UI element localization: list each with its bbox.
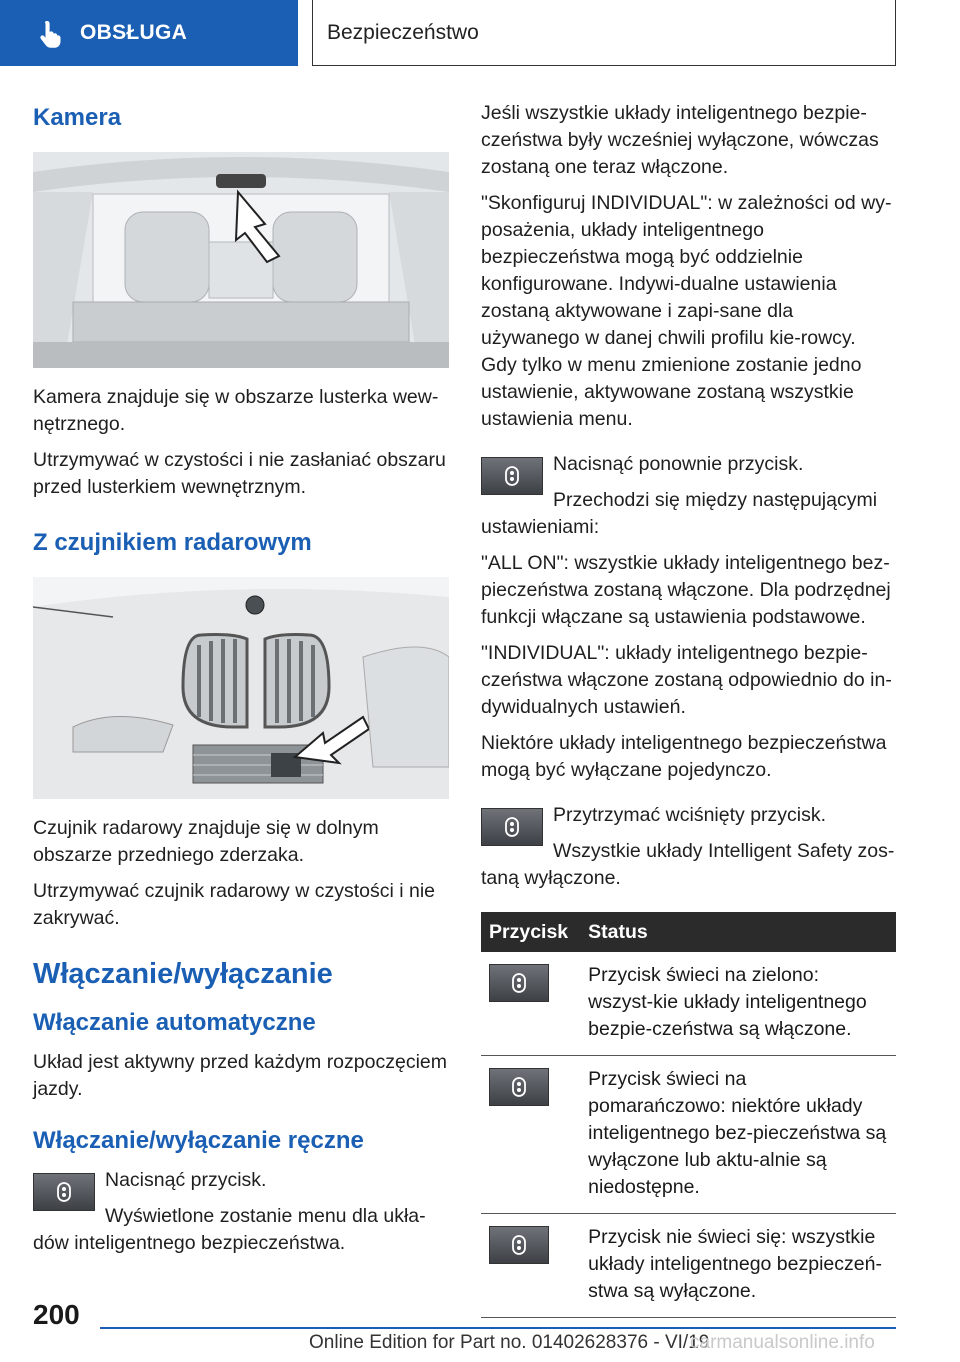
section-tab	[0, 0, 298, 66]
camera-paragraph-1: Kamera znajduje się w obszarze lusterka wew-nętrznego.	[33, 386, 439, 435]
auto-paragraph: Układ jest aktywny przed każdym rozpoczęciem jazdy.	[33, 1051, 447, 1100]
radar-heading: Z czujnikiem radarowym	[33, 529, 312, 556]
radar-paragraph-2: Utrzymywać czujnik radarowy w czystości i nie zakrywać.	[33, 880, 436, 929]
hand-pointer-icon	[36, 18, 66, 48]
table-header-row	[481, 912, 896, 952]
individual-text: "INDIVIDUAL": układy inteligentnego bezpie-czeństwa włączone zostaną odpowiednio do in-dywidualnych ustawień.	[481, 642, 892, 718]
safety-button-icon	[489, 1068, 549, 1106]
right-column	[481, 100, 896, 1318]
safety-button-icon	[481, 457, 543, 495]
section-tab-label: OBSŁUGA	[80, 21, 188, 44]
page-number: 200	[33, 1299, 80, 1330]
onoff-heading: Włączanie/wyłączanie	[33, 958, 333, 990]
safety-button-icon	[489, 964, 549, 1002]
press-again-row	[481, 451, 896, 541]
table-row	[481, 1056, 896, 1214]
hold-text: Przytrzymać wciśnięty przycisk.	[553, 804, 827, 826]
edition-text: Online Edition for Part no. 01402628376 - VI/19	[309, 1332, 710, 1353]
table-cell-status: Przycisk świeci na zielono: wszyst-kie układy inteligentnego bezpie-czeństwa są włączone.	[578, 952, 896, 1056]
left-column	[33, 100, 449, 1266]
safety-button-icon	[33, 1173, 95, 1211]
auto-heading: Włączanie automatyczne	[33, 1009, 316, 1036]
right-paragraph-2: "Skonfiguruj INDIVIDUAL": w zależności od wy-posażenia, układy inteligentnego bezpieczeństwa mogą być oddzielnie konfigurowane. Indywi-dualne ustawienia zostaną aktywowane i zapi-sane dla używanego w danej chwili profilu kie-rowcy. Gdy tylko w menu zmienione zostanie jedno ustawienie, aktywowane zostaną wszystkie ustawienia menu.	[481, 192, 892, 430]
hold-row	[481, 802, 896, 892]
some-off-text: Niektóre układy inteligentnego bezpieczeństwa mogą być wyłączane pojedynczo.	[481, 732, 887, 781]
camera-paragraph-2: Utrzymywać w czystości i nie zasłaniać obszaru przed lusterkiem wewnętrznym.	[33, 449, 446, 498]
manual-heading: Włączanie/wyłączanie ręczne	[33, 1127, 364, 1154]
safety-button-icon	[489, 1226, 549, 1264]
table-header-button: Przycisk	[481, 912, 578, 952]
radar-paragraph-1: Czujnik radarowy znajduje się w dolnym obszarze przedniego zderzaka.	[33, 817, 379, 866]
camera-heading: Kamera	[33, 104, 122, 131]
footer-divider	[100, 1327, 896, 1329]
all-on-text: "ALL ON": wszystkie układy inteligentnego bez-pieczeństwa zostaną włączone. Dla podrzędnej funkcji włączane są ustawienia podstawowe.	[481, 552, 891, 628]
manual-paragraph-2: Wyświetlone zostanie menu dla ukła-dów inteligentnego bezpieczeństwa.	[33, 1205, 426, 1254]
table-header-status: Status	[578, 912, 896, 952]
table-cell-status: Przycisk świeci na pomarańczowo: niektóre układy inteligentnego bez-pieczeństwa są wyłączone lub aktu-alnie są niedostępne.	[578, 1056, 896, 1214]
table-row	[481, 1214, 896, 1318]
chapter-title: Bezpieczeństwo	[312, 0, 896, 66]
button-status-table	[481, 912, 896, 1318]
press-again-text: Nacisnąć ponownie przycisk.	[553, 453, 804, 475]
manual-press-row	[33, 1167, 449, 1257]
watermark: carmanualsonline.info	[690, 1332, 875, 1353]
camera-location-image	[33, 152, 449, 368]
radar-sensor-image	[33, 577, 449, 799]
safety-button-icon	[481, 808, 543, 846]
all-off-text: Wszystkie układy Intelligent Safety zos-taną wyłączone.	[481, 840, 895, 889]
table-row	[481, 952, 896, 1056]
right-paragraph-1: Jeśli wszystkie układy inteligentnego bezpie-czeństwa były wcześniej wyłączone, wówczas zostaną one teraz włączone.	[481, 102, 879, 178]
table-cell-status: Przycisk nie świeci się: wszystkie układy inteligentnego bezpieczeń-stwa są wyłączone.	[578, 1214, 896, 1318]
switches-text: Przechodzi się między następującymi ustawieniami:	[481, 489, 878, 538]
manual-paragraph-1: Nacisnąć przycisk.	[105, 1169, 267, 1191]
